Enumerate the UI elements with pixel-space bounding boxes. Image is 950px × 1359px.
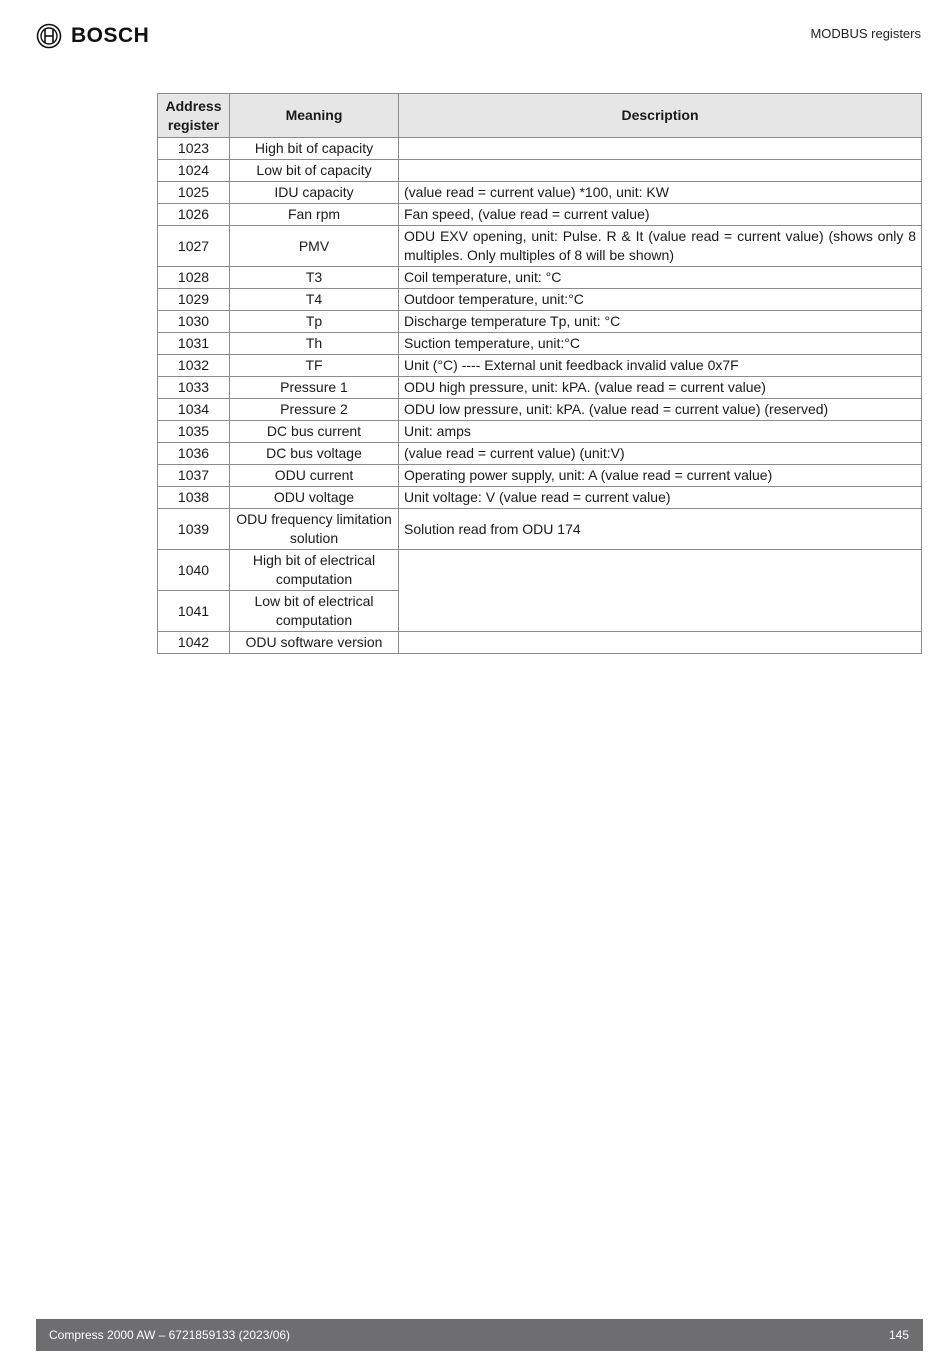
register-description: (value read = current value) *100, unit: KW: [399, 182, 922, 204]
register-description: Outdoor temperature, unit:°C: [399, 289, 922, 311]
register-meaning: Pressure 1: [230, 377, 399, 399]
page-number: 145: [888, 1328, 909, 1342]
table-row: [158, 226, 922, 267]
register-meaning: Pressure 2: [230, 399, 399, 421]
register-meaning: ODU frequency limitation solution: [230, 509, 399, 550]
table-row: [158, 333, 922, 355]
brand-name: BOSCH: [71, 24, 150, 47]
register-description: [399, 632, 922, 654]
register-description: Suction temperature, unit:°C: [399, 333, 922, 355]
register-meaning: PMV: [230, 226, 399, 267]
register-meaning: Low bit of capacity: [230, 160, 399, 182]
register-meaning: High bit of electrical computation: [230, 550, 399, 591]
register-meaning: DC bus current: [230, 421, 399, 443]
table-row: [158, 421, 922, 443]
table-row: [158, 138, 922, 160]
register-meaning: ODU voltage: [230, 487, 399, 509]
register-address: 1028: [158, 267, 230, 289]
table-row: [158, 550, 922, 591]
bosch-armature-icon: [36, 23, 62, 49]
register-address: 1035: [158, 421, 230, 443]
table-row: [158, 632, 922, 654]
register-meaning: ODU current: [230, 465, 399, 487]
register-description: ODU high pressure, unit: kPA. (value read = current value): [399, 377, 922, 399]
column-header-meaning: Meaning: [230, 94, 399, 138]
modbus-register-table: [157, 93, 922, 654]
bosch-logo: [36, 22, 149, 50]
register-description: Coil temperature, unit: °C: [399, 267, 922, 289]
register-description: Fan speed, (value read = current value): [399, 204, 922, 226]
table-row: [158, 399, 922, 421]
register-address: 1039: [158, 509, 230, 550]
register-meaning: Th: [230, 333, 399, 355]
table-row: [158, 204, 922, 226]
register-description: Discharge temperature Tp, unit: °C: [399, 311, 922, 333]
register-address: 1036: [158, 443, 230, 465]
register-meaning: Fan rpm: [230, 204, 399, 226]
column-header-address: Address register: [158, 94, 230, 138]
register-address: 1042: [158, 632, 230, 654]
register-description: ODU low pressure, unit: kPA. (value read = current value) (reserved): [399, 399, 922, 421]
register-description: Unit voltage: V (value read = current value): [399, 487, 922, 509]
register-description: Unit: amps: [399, 421, 922, 443]
register-description: Operating power supply, unit: A (value read = current value): [399, 465, 922, 487]
register-address: 1023: [158, 138, 230, 160]
register-address: 1027: [158, 226, 230, 267]
register-address: 1032: [158, 355, 230, 377]
table-row: [158, 377, 922, 399]
register-meaning: TF: [230, 355, 399, 377]
table-row: [158, 289, 922, 311]
register-description: [399, 550, 922, 632]
register-meaning: DC bus voltage: [230, 443, 399, 465]
table-header-row: [158, 94, 922, 138]
register-description: ODU EXV opening, unit: Pulse. R & It (value read = current value) (shows only 8 multiples. Only multiples of 8 will be shown): [399, 226, 922, 267]
column-header-description: Description: [399, 94, 922, 138]
register-meaning: T3: [230, 267, 399, 289]
register-meaning: ODU software version: [230, 632, 399, 654]
table-row: [158, 355, 922, 377]
footer-document-info: Compress 2000 AW – 6721859133 (2023/06): [49, 1328, 291, 1342]
register-description: [399, 160, 922, 182]
table-row: [158, 182, 922, 204]
section-title: MODBUS registers: [810, 26, 921, 41]
register-address: 1026: [158, 204, 230, 226]
register-description: Solution read from ODU 174: [399, 509, 922, 550]
table-row: [158, 509, 922, 550]
register-meaning: Low bit of electrical computation: [230, 591, 399, 632]
register-address: 1024: [158, 160, 230, 182]
register-meaning: High bit of capacity: [230, 138, 399, 160]
register-address: 1033: [158, 377, 230, 399]
register-description: Unit (°C) ---- External unit feedback invalid value 0x7F: [399, 355, 922, 377]
table-row: [158, 160, 922, 182]
register-address: 1037: [158, 465, 230, 487]
register-address: 1025: [158, 182, 230, 204]
register-address: 1031: [158, 333, 230, 355]
table-row: [158, 267, 922, 289]
register-meaning: Tp: [230, 311, 399, 333]
table-row: [158, 487, 922, 509]
table-row: [158, 311, 922, 333]
page-footer: [36, 1319, 923, 1351]
register-address: 1038: [158, 487, 230, 509]
register-description: [399, 138, 922, 160]
register-address: 1030: [158, 311, 230, 333]
register-description: (value read = current value) (unit:V): [399, 443, 922, 465]
table-row: [158, 465, 922, 487]
register-address: 1029: [158, 289, 230, 311]
register-address: 1040: [158, 550, 230, 591]
register-address: 1034: [158, 399, 230, 421]
table-row: [158, 443, 922, 465]
register-meaning: T4: [230, 289, 399, 311]
register-meaning: IDU capacity: [230, 182, 399, 204]
register-address: 1041: [158, 591, 230, 632]
